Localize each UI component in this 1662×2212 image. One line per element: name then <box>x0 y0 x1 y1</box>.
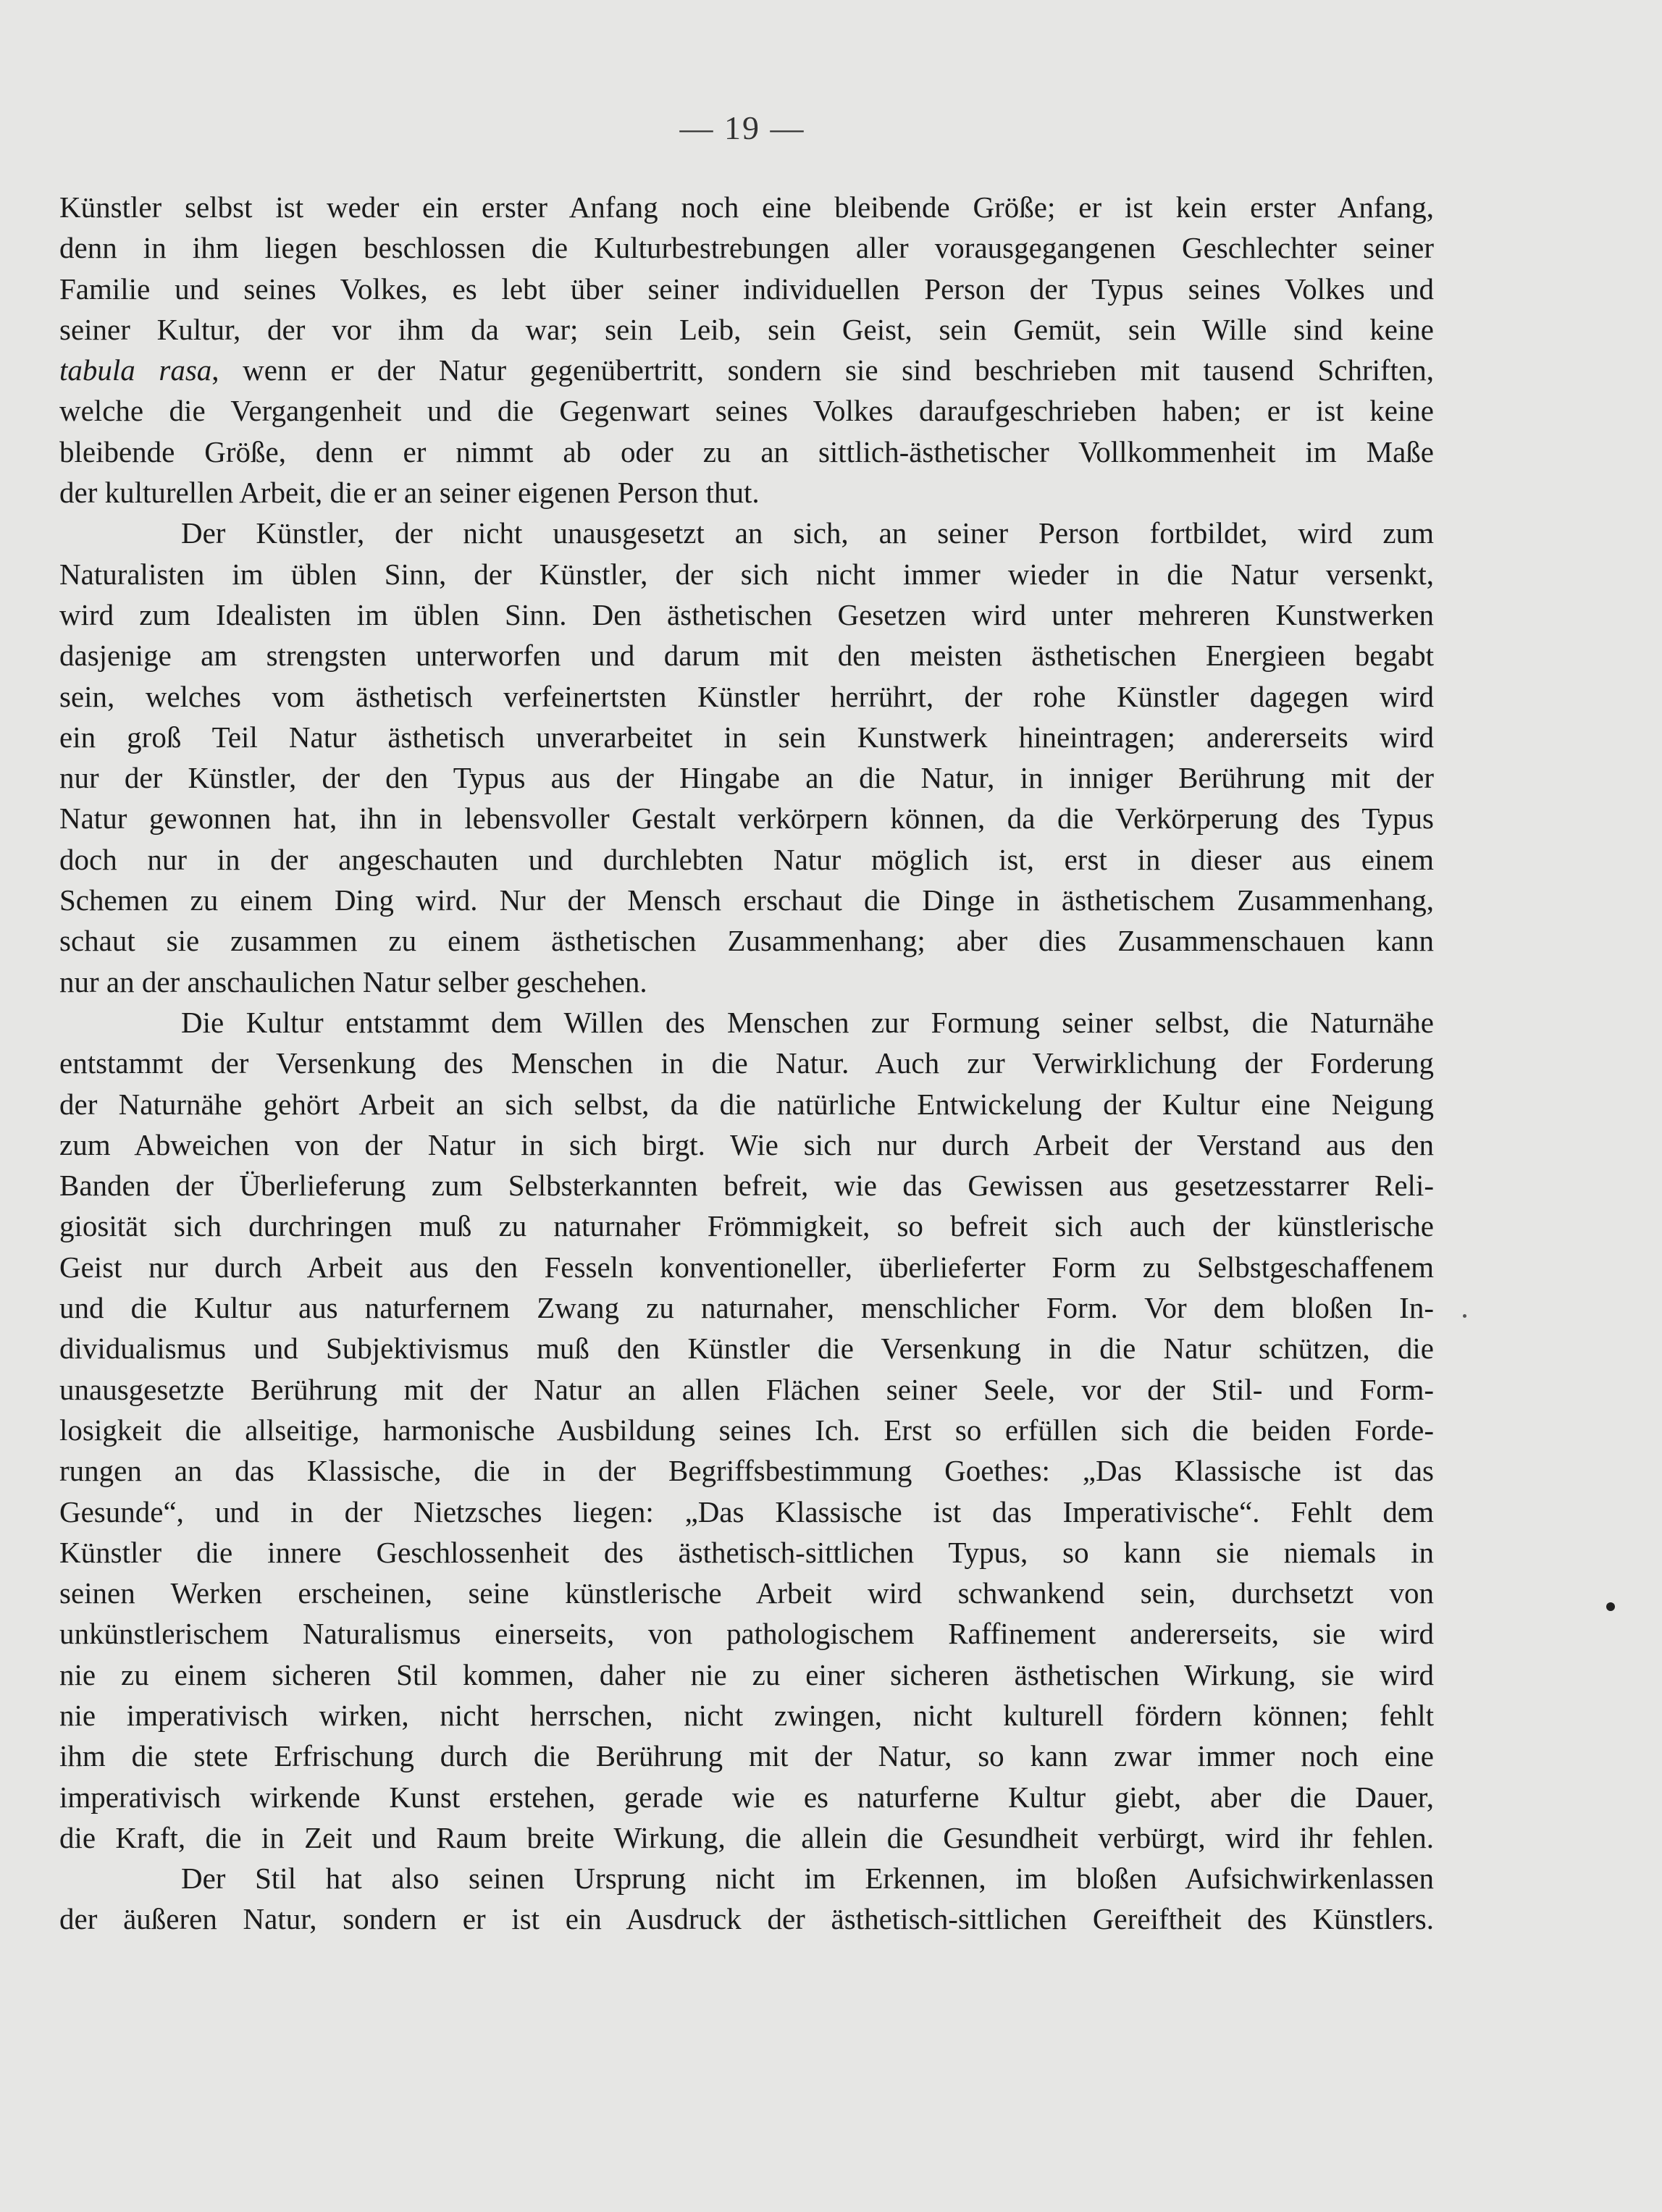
text-line: Natur gewonnen hat, ihn in lebensvoller Gestalt verkörpern können, da die Verkörperung des Typus <box>59 802 1434 836</box>
text-line: Geist nur durch Arbeit aus den Fesseln konventioneller, überlieferter Form zu Selbstgeschaffenem <box>59 1250 1434 1284</box>
body-text <box>59 187 1434 1940</box>
text-line: schaut sie zusammen zu einem ästhetischen Zusammenhang; aber dies Zusammenschauen kann <box>59 924 1434 958</box>
paragraph-1 <box>59 187 1434 513</box>
text-line: nur an der anschaulichen Natur selber geschehen. <box>59 964 647 998</box>
text-line: zum Abweichen von der Natur in sich birgt. Wie sich nur durch Arbeit der Verstand aus den <box>59 1127 1434 1161</box>
text-line: imperativisch wirkende Kunst erstehen, gerade wie es naturferne Kultur giebt, aber die Dauer, <box>59 1780 1434 1814</box>
text-line: bleibende Größe, denn er nimmt ab oder zu an sittlich-ästhetischer Vollkommenheit im Maße <box>59 434 1434 468</box>
text-line: Schemen zu einem Ding wird. Nur der Mensch erschaut die Dinge in ästhetischem Zusammenhang, <box>59 883 1434 917</box>
text-line <box>59 350 1434 390</box>
text-line: Familie und seines Volkes, es lebt über seiner individuellen Person der Typus seines Volkes und <box>59 272 1434 306</box>
text-line: Der Künstler, der nicht unausgesetzt an sich, an seiner Person fortbildet, wird zum <box>181 516 1434 550</box>
text-line: wird zum Idealisten im üblen Sinn. Den ästhetischen Gesetzen wird unter mehreren Kunstwerken <box>59 597 1434 631</box>
text-line: der kulturellen Arbeit, die er an seiner eigenen Person thut. <box>59 476 760 510</box>
text-line: unkünstlerischem Naturalismus einerseits, von pathologischem Raffinement andererseits, sie wird <box>59 1617 1434 1651</box>
text-line: nie zu einem sicheren Stil kommen, daher nie zu einer sicheren ästhetischen Wirkung, sie wird <box>59 1657 1434 1691</box>
text-line: ihm die stete Erfrischung durch die Berührung mit der Natur, so kann zwar immer noch eine <box>59 1739 1434 1773</box>
text-line: die Kraft, die in Zeit und Raum breite Wirkung, die allein die Gesundheit verbürgt, wird ihr fehlen. <box>59 1820 1434 1854</box>
text-line: denn in ihm liegen beschlossen die Kulturbestrebungen aller vorausgegangenen Geschlechter seiner <box>59 231 1434 265</box>
text-line: sein, welches vom ästhetisch verfeinertsten Künstler herrührt, der rohe Künstler dagegen wird <box>59 679 1434 713</box>
ink-speck <box>1463 1314 1466 1318</box>
text-line: dividualismus und Subjektivismus muß den Künstler die Versenkung in die Natur schützen, die <box>59 1332 1434 1366</box>
text-line: der äußeren Natur, sondern er ist ein Ausdruck der ästhetisch-sittlichen Gereiftheit des Künstlers. <box>59 1902 1434 1936</box>
text-line: unausgesetzte Berührung mit der Natur an allen Flächen seiner Seele, vor der Stil- und Form- <box>59 1372 1434 1406</box>
page-number: — 19 — <box>679 109 805 146</box>
text-line: der Naturnähe gehört Arbeit an sich selbst, da die natürliche Entwickelung der Kultur eine Neigung <box>59 1087 1434 1121</box>
text-line: doch nur in der angeschauten und durchlebten Natur möglich ist, erst in dieser aus einem <box>59 842 1434 876</box>
text-line: nie imperativisch wirken, nicht herrschen, nicht zwingen, nicht kulturell fördern können; fehlt <box>59 1698 1434 1732</box>
text-line: Künstler die innere Geschlossenheit des ästhetisch-sittlichen Typus, so kann sie niemals in <box>59 1535 1434 1569</box>
ink-dot <box>1606 1602 1615 1611</box>
text-line: Künstler selbst ist weder ein erster Anfang noch eine bleibende Größe; er ist kein erster Anfang, <box>59 190 1434 224</box>
text-line: Der Stil hat also seinen Ursprung nicht im Erkennen, im bloßen Aufsichwirkenlassen <box>181 1862 1434 1896</box>
text-line: dasjenige am strengsten unterworfen und darum mit den meisten ästhetischen Energieen begabt <box>59 639 1434 673</box>
text-line: nur der Künstler, der den Typus aus der Hingabe an die Natur, in inniger Berührung mit der <box>59 761 1434 795</box>
text-line: entstammt der Versenkung des Menschen in die Natur. Auch zur Verwirklichung der Forderung <box>59 1046 1434 1080</box>
text-line: seinen Werken erscheinen, seine künstlerische Arbeit wird schwankend sein, durchsetzt von <box>59 1576 1434 1610</box>
text-line: Die Kultur entstammt dem Willen des Menschen zur Formung seiner selbst, die Naturnähe <box>181 1005 1434 1039</box>
text-line: welche die Vergangenheit und die Gegenwart seines Volkes daraufgeschrieben haben; er ist keine <box>59 394 1434 428</box>
text-line: seiner Kultur, der vor ihm da war; sein Leib, sein Geist, sein Gemüt, sein Wille sind keine <box>59 312 1434 346</box>
text-line: ein groß Teil Natur ästhetisch unverarbeitet in sein Kunstwerk hineintragen; andererseits wird <box>59 720 1434 754</box>
paragraph-4 <box>59 1858 1434 1940</box>
paragraph-3 <box>59 1002 1434 1858</box>
latin-phrase: tabula rasa <box>59 353 212 387</box>
paragraph-2 <box>59 513 1434 1002</box>
text-line: giosität sich durchringen muß zu naturnaher Frömmigkeit, so befreit sich auch der künstlerische <box>59 1209 1434 1243</box>
text-line: Naturalisten im üblen Sinn, der Künstler, der sich nicht immer wieder in die Natur versenkt, <box>59 557 1434 591</box>
text-line: und die Kultur aus naturfernem Zwang zu naturnaher, menschlicher Form. Vor dem bloßen In- <box>59 1291 1434 1325</box>
text-line: rungen an das Klassische, die in der Begriffsbestimmung Goethes: „Das Klassische ist das <box>59 1454 1434 1488</box>
text-line: Banden der Überlieferung zum Selbsterkannten befreit, wie das Gewissen aus gesetzesstarrer Reli- <box>59 1169 1434 1203</box>
text-line: losigkeit die allseitige, harmonische Ausbildung seines Ich. Erst so erfüllen sich die beiden Forde- <box>59 1413 1434 1447</box>
text-line: Gesunde“, und in der Nietzsches liegen: „Das Klassische ist das Imperativische“. Fehlt dem <box>59 1494 1434 1528</box>
text-line-rest: , wenn er der Natur gegenübertritt, sondern sie sind beschrieben mit tausend Schriften, <box>211 353 1434 387</box>
